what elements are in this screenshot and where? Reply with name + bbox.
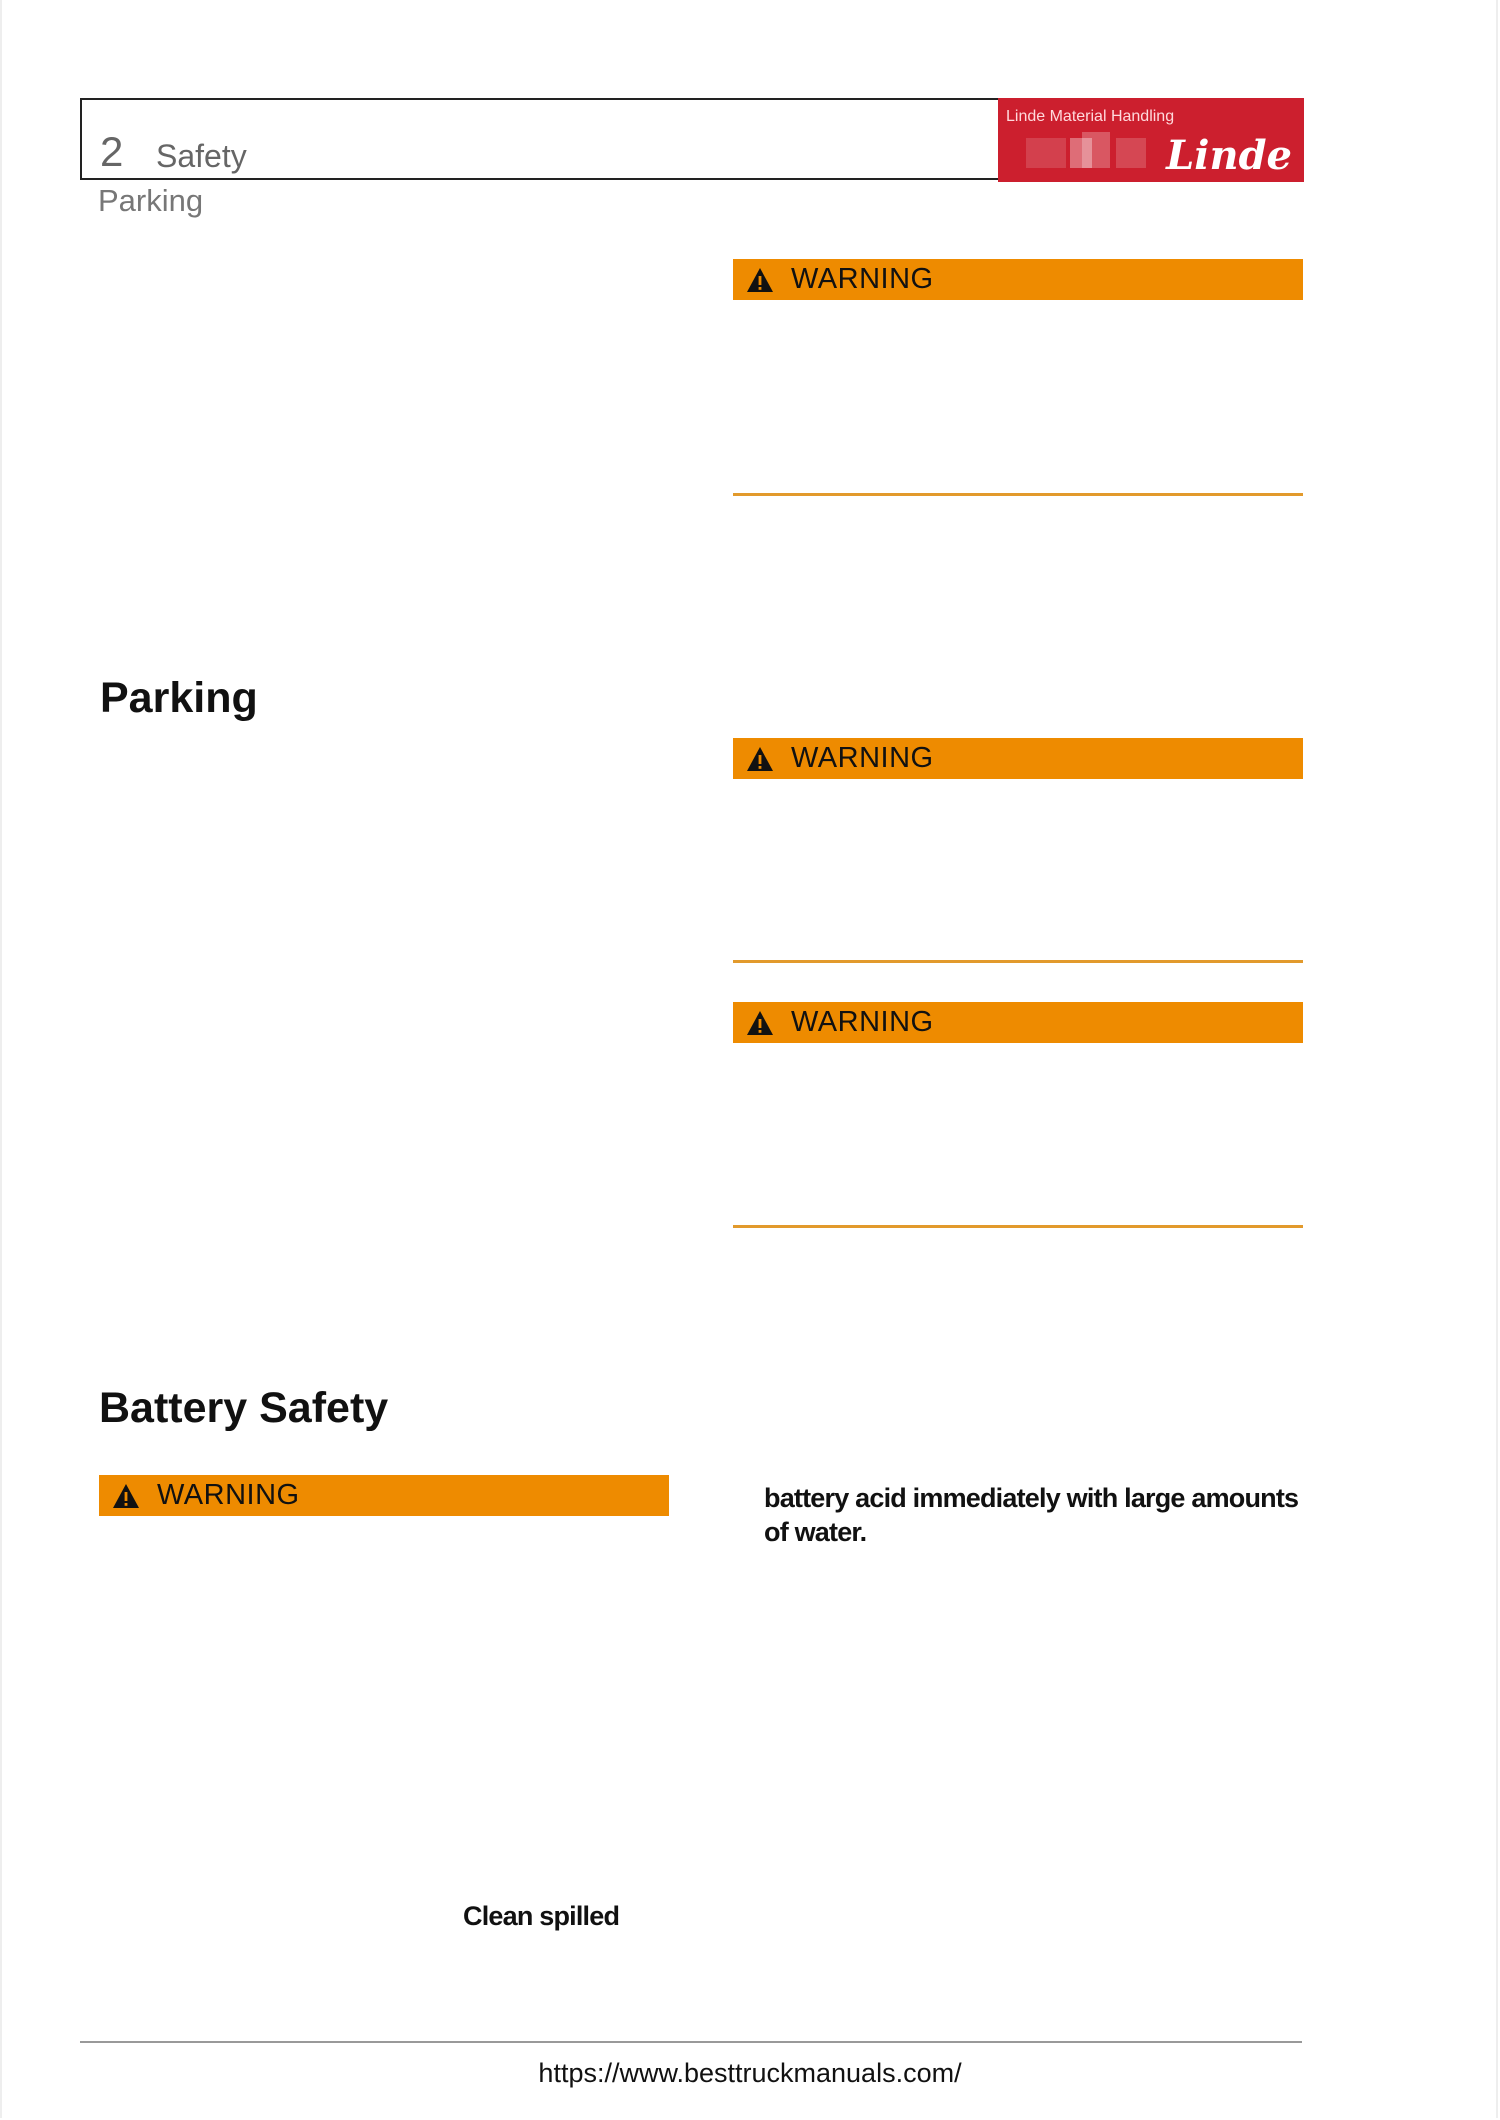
footer-rule	[80, 2041, 1302, 2043]
warning-end-rule-1	[733, 493, 1303, 496]
brand-panel	[998, 98, 1304, 182]
warning-triangle-icon	[745, 744, 775, 774]
warning-banner-2	[733, 738, 1303, 779]
linde-logo: Linde	[1166, 132, 1292, 179]
heading-battery-safety: Battery Safety	[99, 1384, 389, 1432]
brand-squares-graphic	[1026, 138, 1166, 168]
battery-acid-text	[764, 1481, 1304, 1549]
warning-triangle-icon	[111, 1481, 141, 1511]
warning-label: WARNING	[791, 1006, 934, 1038]
page-header	[80, 98, 1304, 180]
warning-banner-4	[99, 1475, 669, 1516]
footer-url: https://www.besttruckmanuals.com/	[538, 2058, 962, 2088]
heading-parking: Parking	[100, 674, 258, 722]
brand-tagline: Linde Material Handling	[1006, 108, 1175, 125]
warning-triangle-icon	[745, 1008, 775, 1038]
warning-end-rule-3	[733, 1225, 1303, 1228]
chapter-title: Safety	[156, 138, 247, 174]
section-subtitle: Parking	[98, 183, 204, 218]
warning-label: WARNING	[791, 263, 934, 295]
warning-banner-3	[733, 1002, 1303, 1043]
warning-end-rule-2	[733, 960, 1303, 963]
warning-triangle-icon	[745, 265, 775, 295]
warning-label: WARNING	[791, 742, 934, 774]
warning-label: WARNING	[157, 1479, 300, 1511]
warning-banner-1	[733, 259, 1303, 300]
battery-acid-line-2: of water.	[764, 1517, 867, 1547]
chapter-number: 2	[100, 128, 124, 175]
clean-spilled-text: Clean spilled	[463, 1901, 620, 1931]
battery-acid-line-1: battery acid immediately with large amounts	[764, 1483, 1299, 1513]
